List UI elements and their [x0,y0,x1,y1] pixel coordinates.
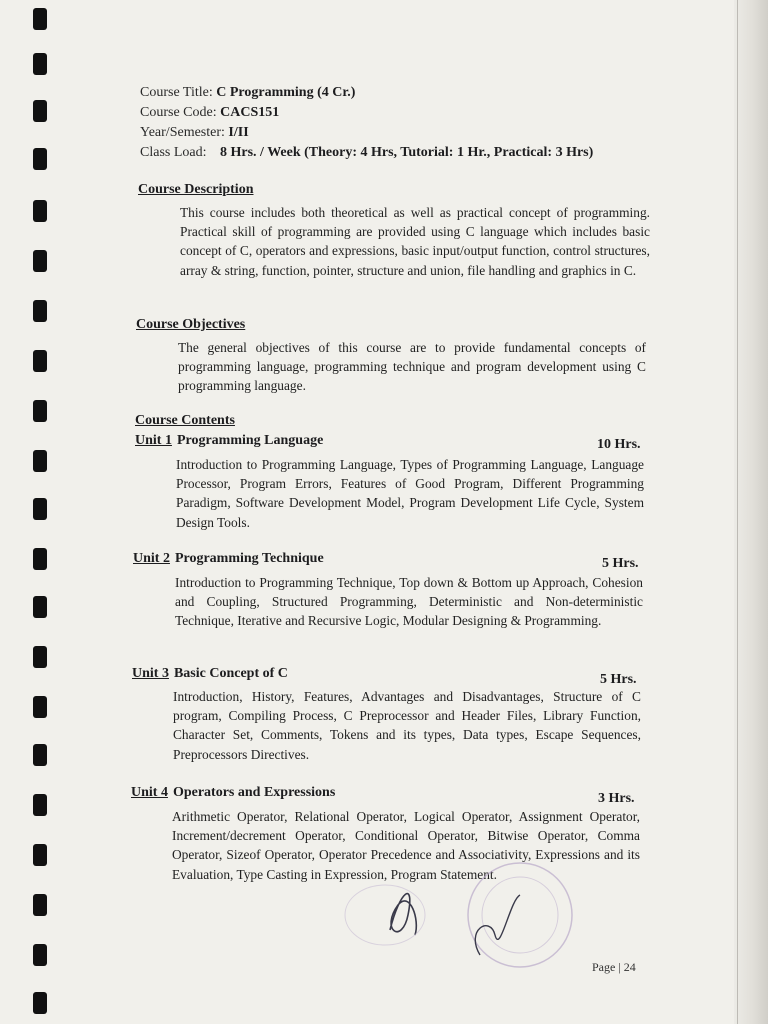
binding-hole [33,300,47,322]
year-semester-value: I/II [228,125,249,140]
unit-2-heading [133,551,324,567]
course-code-value: CACS151 [220,105,280,120]
binding-hole [33,744,47,766]
unit-3-number: Unit 3 [132,666,169,681]
unit-3-text: Introduction, History, Features, Advantages and Disadvantages, Structure of C program, Compiling Process, C Preprocessor and Header Files, Library Function, Character Set, Comments, Tokens and its types, Data types, Escape Sequences, Preprocessors Directives. [173,689,641,762]
unit-2-text: Introduction to Programming Technique, Top down & Bottom up Approach, Cohesion and Coupling, Structured Programming, Deterministic and Non-deterministic Technique, Iterative and Recursive Logic, Modular Designing & Programming. [175,575,643,629]
course-description-heading: Course Description [138,182,254,197]
course-objectives-heading: Course Objectives [136,317,246,332]
unit-3-heading [132,666,288,682]
course-meta [140,83,640,163]
unit-4-hours: 3 Hrs. [598,791,635,806]
binding-hole [33,8,47,30]
official-stamp-signature [320,860,620,990]
page-edge-line [737,0,738,1024]
binding-hole [33,548,47,570]
unit-1-hours: 10 Hrs. [597,437,641,452]
binding-hole [33,498,47,520]
unit-2-title: Programming Technique [174,551,324,566]
page-number: Page | 24 [592,960,636,974]
binding-hole [33,200,47,222]
binding-hole [33,894,47,916]
unit-2-hours: 5 Hrs. [602,556,639,571]
course-contents-heading: Course Contents [135,413,235,428]
course-title-row [140,83,640,103]
binding-hole [33,596,47,618]
binding-hole [33,944,47,966]
binding-hole [33,992,47,1014]
seal-circle [468,863,572,967]
unit-2-number: Unit 2 [133,551,170,566]
binding-hole [33,794,47,816]
unit-1-title: Programming Language [176,433,324,448]
binding-hole [33,148,47,170]
class-load-row [140,143,640,163]
binding-hole [33,696,47,718]
unit-4-number: Unit 4 [131,785,168,800]
unit-3-title: Basic Concept of C [173,666,288,681]
unit-4-heading [131,785,335,801]
binding-hole [33,844,47,866]
unit-1-text: Introduction to Programming Language, Types of Programming Language, Language Processor, Program Errors, Features of Good Program, Different Programming Paradigm, Software Development Model, Program Development Life Cycle, System Design Tools. [176,457,644,530]
course-title-value: C Programming (4 Cr.) [216,85,356,100]
unit-1-number: Unit 1 [135,433,172,448]
binding-hole [33,646,47,668]
binding-hole [33,53,47,75]
class-load-label: Class Load: [140,145,207,160]
binding-hole [33,350,47,372]
binding-hole [33,100,47,122]
seal-outer [345,885,425,945]
unit-4-text: Arithmetic Operator, Relational Operator, Logical Operator, Assignment Operator, Increment/decrement Operator, Conditional Operator, Bitwise Operator, Comma Operator, Sizeof Operator, Operator Precedence and Associativity, Expressions and its Evaluation, Type Casting in Expression, Program Statement. [172,809,640,882]
year-semester-label: Year/Semester: [140,125,225,140]
spiral-binding [0,0,60,1024]
unit-4-title: Operators and Expressions [172,785,336,800]
unit-3-hours: 5 Hrs. [600,672,637,687]
unit-1-heading [135,433,323,449]
course-title-label: Course Title: [140,85,213,100]
page-edge-shadow [734,0,768,1024]
binding-hole [33,250,47,272]
seal-inner-circle [482,877,558,953]
course-code-label: Course Code: [140,105,217,120]
class-load-value: 8 Hrs. / Week (Theory: 4 Hrs, Tutorial: 1 Hr., Practical: 3 Hrs) [220,145,594,160]
year-semester-row [140,123,640,143]
course-code-row [140,103,640,123]
course-description-text: This course includes both theoretical as well as practical concept of programming. Practical skill of programming are provided using C language which includes basic concept of C, operators and expressions, basic input/output function, control structures, array & string, function, pointer, structure and union, file handling and graphics in C. [180,205,650,278]
course-objectives-text: The general objectives of this course are to provide fundamental concepts of programming language, programming technique and program development using C programming language. [178,340,646,394]
binding-hole [33,400,47,422]
signature-stroke [390,894,416,935]
binding-hole [33,450,47,472]
